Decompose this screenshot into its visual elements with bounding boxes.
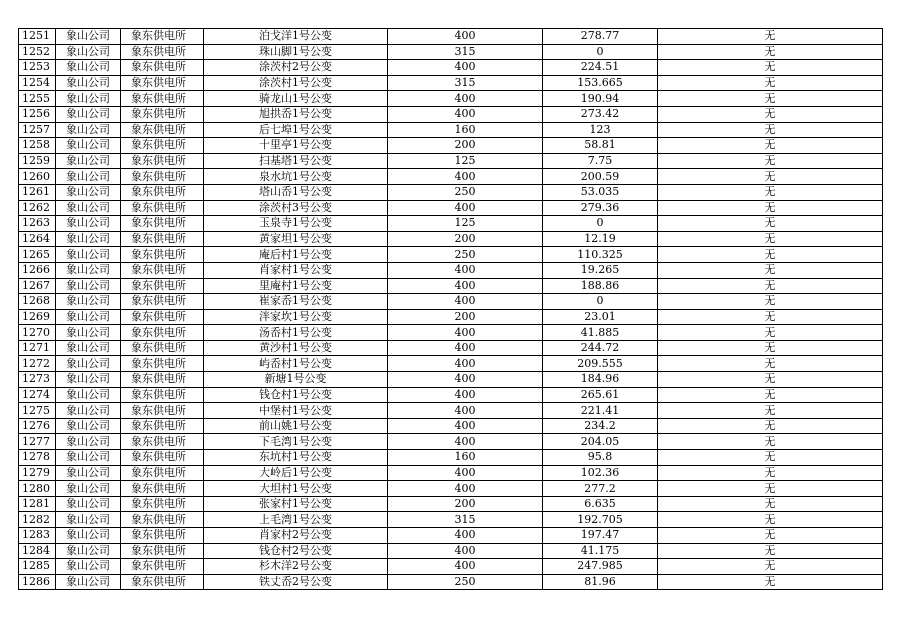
transformer-name-cell: 中堡村1号公变 [204,403,388,419]
transformer-name-cell: 黄家坦1号公变 [204,231,388,247]
remark-cell: 无 [658,75,883,91]
station-cell: 象东供电所 [121,372,204,388]
company-cell: 象山公司 [56,153,121,169]
remark-cell: 无 [658,418,883,434]
table-row [19,91,883,107]
capacity-cell: 315 [388,512,543,528]
transformer-load-table [18,28,883,590]
remark-cell: 无 [658,340,883,356]
company-cell: 象山公司 [56,309,121,325]
row-index-cell: 1265 [19,247,56,263]
remark-cell: 无 [658,278,883,294]
table-row [19,559,883,575]
transformer-name-cell: 骑龙山1号公变 [204,91,388,107]
row-index-cell: 1276 [19,418,56,434]
table-row [19,278,883,294]
company-cell: 象山公司 [56,29,121,45]
company-cell: 象山公司 [56,387,121,403]
transformer-name-cell: 扫基塔1号公变 [204,153,388,169]
company-cell: 象山公司 [56,481,121,497]
table-row [19,44,883,60]
transformer-name-cell: 塔山岙1号公变 [204,184,388,200]
row-index-cell: 1278 [19,450,56,466]
remark-cell: 无 [658,450,883,466]
company-cell: 象山公司 [56,216,121,232]
capacity-cell: 400 [388,418,543,434]
company-cell: 象山公司 [56,356,121,372]
row-index-cell: 1251 [19,29,56,45]
row-index-cell: 1257 [19,122,56,138]
load-value-cell: 190.94 [543,91,658,107]
capacity-cell: 400 [388,403,543,419]
load-value-cell: 278.77 [543,29,658,45]
row-index-cell: 1256 [19,106,56,122]
table-row [19,106,883,122]
load-value-cell: 221.41 [543,403,658,419]
remark-cell: 无 [658,481,883,497]
transformer-name-cell: 前山姚1号公变 [204,418,388,434]
transformer-name-cell: 肖家村1号公变 [204,262,388,278]
capacity-cell: 400 [388,356,543,372]
remark-cell: 无 [658,153,883,169]
station-cell: 象东供电所 [121,559,204,575]
remark-cell: 无 [658,184,883,200]
company-cell: 象山公司 [56,496,121,512]
station-cell: 象东供电所 [121,387,204,403]
remark-cell: 无 [658,496,883,512]
transformer-name-cell: 珠山脚1号公变 [204,44,388,60]
station-cell: 象东供电所 [121,200,204,216]
row-index-cell: 1258 [19,138,56,154]
station-cell: 象东供电所 [121,465,204,481]
row-index-cell: 1285 [19,559,56,575]
load-value-cell: 234.2 [543,418,658,434]
table-row [19,528,883,544]
table-row [19,60,883,76]
transformer-name-cell: 泊戈洋1号公变 [204,29,388,45]
company-cell: 象山公司 [56,528,121,544]
transformer-name-cell: 铁丈岙2号公变 [204,574,388,590]
table-row [19,200,883,216]
company-cell: 象山公司 [56,184,121,200]
station-cell: 象东供电所 [121,216,204,232]
load-value-cell: 123 [543,122,658,138]
transformer-name-cell: 后七埠1号公变 [204,122,388,138]
transformer-name-cell: 涂茨村1号公变 [204,75,388,91]
station-cell: 象东供电所 [121,184,204,200]
capacity-cell: 125 [388,153,543,169]
transformer-name-cell: 汤岙村1号公变 [204,325,388,341]
table-row [19,122,883,138]
station-cell: 象东供电所 [121,356,204,372]
table-row [19,372,883,388]
load-value-cell: 23.01 [543,309,658,325]
remark-cell: 无 [658,262,883,278]
transformer-name-cell: 黄沙村1号公变 [204,340,388,356]
station-cell: 象东供电所 [121,340,204,356]
company-cell: 象山公司 [56,200,121,216]
load-value-cell: 41.175 [543,543,658,559]
table-row [19,262,883,278]
station-cell: 象东供电所 [121,434,204,450]
table-body [19,29,883,590]
remark-cell: 无 [658,91,883,107]
company-cell: 象山公司 [56,138,121,154]
load-value-cell: 19.265 [543,262,658,278]
load-value-cell: 41.885 [543,325,658,341]
remark-cell: 无 [658,574,883,590]
table-row [19,403,883,419]
remark-cell: 无 [658,528,883,544]
station-cell: 象东供电所 [121,262,204,278]
capacity-cell: 400 [388,262,543,278]
load-value-cell: 200.59 [543,169,658,185]
station-cell: 象东供电所 [121,106,204,122]
remark-cell: 无 [658,29,883,45]
table-row [19,309,883,325]
transformer-name-cell: 旭拱岙1号公变 [204,106,388,122]
transformer-name-cell: 十里亭1号公变 [204,138,388,154]
capacity-cell: 160 [388,122,543,138]
table-row [19,512,883,528]
load-value-cell: 0 [543,216,658,232]
table-row [19,450,883,466]
company-cell: 象山公司 [56,44,121,60]
station-cell: 象东供电所 [121,574,204,590]
transformer-name-cell: 上毛湾1号公变 [204,512,388,528]
load-value-cell: 0 [543,44,658,60]
load-value-cell: 247.985 [543,559,658,575]
company-cell: 象山公司 [56,543,121,559]
row-index-cell: 1269 [19,309,56,325]
load-value-cell: 6.635 [543,496,658,512]
station-cell: 象东供电所 [121,278,204,294]
load-value-cell: 102.36 [543,465,658,481]
capacity-cell: 400 [388,481,543,497]
remark-cell: 无 [658,138,883,154]
company-cell: 象山公司 [56,340,121,356]
table-row [19,138,883,154]
capacity-cell: 400 [388,29,543,45]
transformer-name-cell: 崔家岙1号公变 [204,294,388,310]
row-index-cell: 1274 [19,387,56,403]
transformer-name-cell: 新塘1号公变 [204,372,388,388]
company-cell: 象山公司 [56,372,121,388]
capacity-cell: 400 [388,325,543,341]
remark-cell: 无 [658,387,883,403]
company-cell: 象山公司 [56,512,121,528]
company-cell: 象山公司 [56,75,121,91]
capacity-cell: 250 [388,574,543,590]
table-row [19,216,883,232]
company-cell: 象山公司 [56,262,121,278]
row-index-cell: 1283 [19,528,56,544]
transformer-name-cell: 大岭后1号公变 [204,465,388,481]
station-cell: 象东供电所 [121,528,204,544]
station-cell: 象东供电所 [121,44,204,60]
company-cell: 象山公司 [56,418,121,434]
transformer-name-cell: 涂茨村3号公变 [204,200,388,216]
capacity-cell: 250 [388,247,543,263]
row-index-cell: 1264 [19,231,56,247]
company-cell: 象山公司 [56,231,121,247]
station-cell: 象东供电所 [121,231,204,247]
row-index-cell: 1254 [19,75,56,91]
load-value-cell: 277.2 [543,481,658,497]
load-value-cell: 53.035 [543,184,658,200]
remark-cell: 无 [658,403,883,419]
remark-cell: 无 [658,122,883,138]
company-cell: 象山公司 [56,574,121,590]
load-value-cell: 12.19 [543,231,658,247]
row-index-cell: 1267 [19,278,56,294]
capacity-cell: 400 [388,559,543,575]
load-value-cell: 184.96 [543,372,658,388]
remark-cell: 无 [658,44,883,60]
transformer-name-cell: 杉木洋2号公变 [204,559,388,575]
remark-cell: 无 [658,309,883,325]
load-value-cell: 209.555 [543,356,658,372]
load-value-cell: 81.96 [543,574,658,590]
transformer-name-cell: 肖家村2号公变 [204,528,388,544]
transformer-name-cell: 玉泉寺1号公变 [204,216,388,232]
company-cell: 象山公司 [56,465,121,481]
station-cell: 象东供电所 [121,325,204,341]
remark-cell: 无 [658,559,883,575]
load-value-cell: 188.86 [543,278,658,294]
transformer-name-cell: 庵后村1号公变 [204,247,388,263]
station-cell: 象东供电所 [121,294,204,310]
row-index-cell: 1286 [19,574,56,590]
station-cell: 象东供电所 [121,247,204,263]
company-cell: 象山公司 [56,278,121,294]
capacity-cell: 315 [388,75,543,91]
row-index-cell: 1272 [19,356,56,372]
capacity-cell: 400 [388,106,543,122]
station-cell: 象东供电所 [121,481,204,497]
table-row [19,247,883,263]
load-value-cell: 0 [543,294,658,310]
load-value-cell: 7.75 [543,153,658,169]
transformer-name-cell: 张家村1号公变 [204,496,388,512]
row-index-cell: 1277 [19,434,56,450]
station-cell: 象东供电所 [121,29,204,45]
station-cell: 象东供电所 [121,496,204,512]
remark-cell: 无 [658,294,883,310]
table-row [19,294,883,310]
load-value-cell: 192.705 [543,512,658,528]
row-index-cell: 1282 [19,512,56,528]
remark-cell: 无 [658,356,883,372]
company-cell: 象山公司 [56,60,121,76]
company-cell: 象山公司 [56,106,121,122]
transformer-name-cell: 泮家坎1号公变 [204,309,388,325]
load-value-cell: 110.325 [543,247,658,263]
remark-cell: 无 [658,169,883,185]
capacity-cell: 160 [388,450,543,466]
station-cell: 象东供电所 [121,403,204,419]
row-index-cell: 1253 [19,60,56,76]
station-cell: 象东供电所 [121,450,204,466]
remark-cell: 无 [658,247,883,263]
remark-cell: 无 [658,325,883,341]
capacity-cell: 400 [388,465,543,481]
capacity-cell: 400 [388,60,543,76]
row-index-cell: 1255 [19,91,56,107]
table-row [19,434,883,450]
transformer-name-cell: 钱仓村1号公变 [204,387,388,403]
table-row [19,543,883,559]
transformer-name-cell: 涂茨村2号公变 [204,60,388,76]
transformer-name-cell: 泉水坑1号公变 [204,169,388,185]
capacity-cell: 125 [388,216,543,232]
company-cell: 象山公司 [56,434,121,450]
company-cell: 象山公司 [56,169,121,185]
company-cell: 象山公司 [56,450,121,466]
company-cell: 象山公司 [56,559,121,575]
capacity-cell: 400 [388,340,543,356]
remark-cell: 无 [658,512,883,528]
capacity-cell: 400 [388,294,543,310]
row-index-cell: 1260 [19,169,56,185]
table-row [19,574,883,590]
row-index-cell: 1270 [19,325,56,341]
table-row [19,153,883,169]
load-value-cell: 224.51 [543,60,658,76]
station-cell: 象东供电所 [121,512,204,528]
row-index-cell: 1279 [19,465,56,481]
station-cell: 象东供电所 [121,153,204,169]
row-index-cell: 1268 [19,294,56,310]
transformer-name-cell: 里庵村1号公变 [204,278,388,294]
row-index-cell: 1262 [19,200,56,216]
row-index-cell: 1273 [19,372,56,388]
remark-cell: 无 [658,216,883,232]
station-cell: 象东供电所 [121,418,204,434]
row-index-cell: 1266 [19,262,56,278]
capacity-cell: 315 [388,44,543,60]
company-cell: 象山公司 [56,403,121,419]
table-row [19,418,883,434]
station-cell: 象东供电所 [121,91,204,107]
company-cell: 象山公司 [56,325,121,341]
capacity-cell: 200 [388,231,543,247]
load-value-cell: 273.42 [543,106,658,122]
table-row [19,325,883,341]
load-value-cell: 58.81 [543,138,658,154]
capacity-cell: 400 [388,528,543,544]
remark-cell: 无 [658,200,883,216]
load-value-cell: 204.05 [543,434,658,450]
station-cell: 象东供电所 [121,122,204,138]
remark-cell: 无 [658,543,883,559]
company-cell: 象山公司 [56,247,121,263]
company-cell: 象山公司 [56,294,121,310]
capacity-cell: 400 [388,387,543,403]
table-row [19,356,883,372]
capacity-cell: 200 [388,138,543,154]
load-value-cell: 95.8 [543,450,658,466]
table-row [19,496,883,512]
station-cell: 象东供电所 [121,60,204,76]
capacity-cell: 400 [388,169,543,185]
capacity-cell: 400 [388,543,543,559]
row-index-cell: 1275 [19,403,56,419]
capacity-cell: 200 [388,309,543,325]
capacity-cell: 400 [388,91,543,107]
load-value-cell: 279.36 [543,200,658,216]
load-value-cell: 265.61 [543,387,658,403]
table-row [19,29,883,45]
station-cell: 象东供电所 [121,75,204,91]
table-row [19,481,883,497]
transformer-name-cell: 东坑村1号公变 [204,450,388,466]
load-value-cell: 244.72 [543,340,658,356]
row-index-cell: 1263 [19,216,56,232]
row-index-cell: 1281 [19,496,56,512]
capacity-cell: 400 [388,434,543,450]
capacity-cell: 400 [388,200,543,216]
transformer-name-cell: 大坦村1号公变 [204,481,388,497]
station-cell: 象东供电所 [121,543,204,559]
table-row [19,184,883,200]
row-index-cell: 1271 [19,340,56,356]
company-cell: 象山公司 [56,91,121,107]
table-row [19,465,883,481]
table-row [19,231,883,247]
transformer-name-cell: 下毛湾1号公变 [204,434,388,450]
remark-cell: 无 [658,465,883,481]
station-cell: 象东供电所 [121,138,204,154]
capacity-cell: 250 [388,184,543,200]
capacity-cell: 200 [388,496,543,512]
table-row [19,169,883,185]
row-index-cell: 1261 [19,184,56,200]
station-cell: 象东供电所 [121,169,204,185]
load-value-cell: 197.47 [543,528,658,544]
table-row [19,387,883,403]
capacity-cell: 400 [388,372,543,388]
remark-cell: 无 [658,434,883,450]
table-row [19,340,883,356]
station-cell: 象东供电所 [121,309,204,325]
row-index-cell: 1252 [19,44,56,60]
transformer-name-cell: 钱仓村2号公变 [204,543,388,559]
row-index-cell: 1280 [19,481,56,497]
remark-cell: 无 [658,60,883,76]
company-cell: 象山公司 [56,122,121,138]
row-index-cell: 1259 [19,153,56,169]
remark-cell: 无 [658,231,883,247]
remark-cell: 无 [658,106,883,122]
capacity-cell: 400 [388,278,543,294]
table-row [19,75,883,91]
load-value-cell: 153.665 [543,75,658,91]
transformer-name-cell: 屿岙村1号公变 [204,356,388,372]
remark-cell: 无 [658,372,883,388]
row-index-cell: 1284 [19,543,56,559]
